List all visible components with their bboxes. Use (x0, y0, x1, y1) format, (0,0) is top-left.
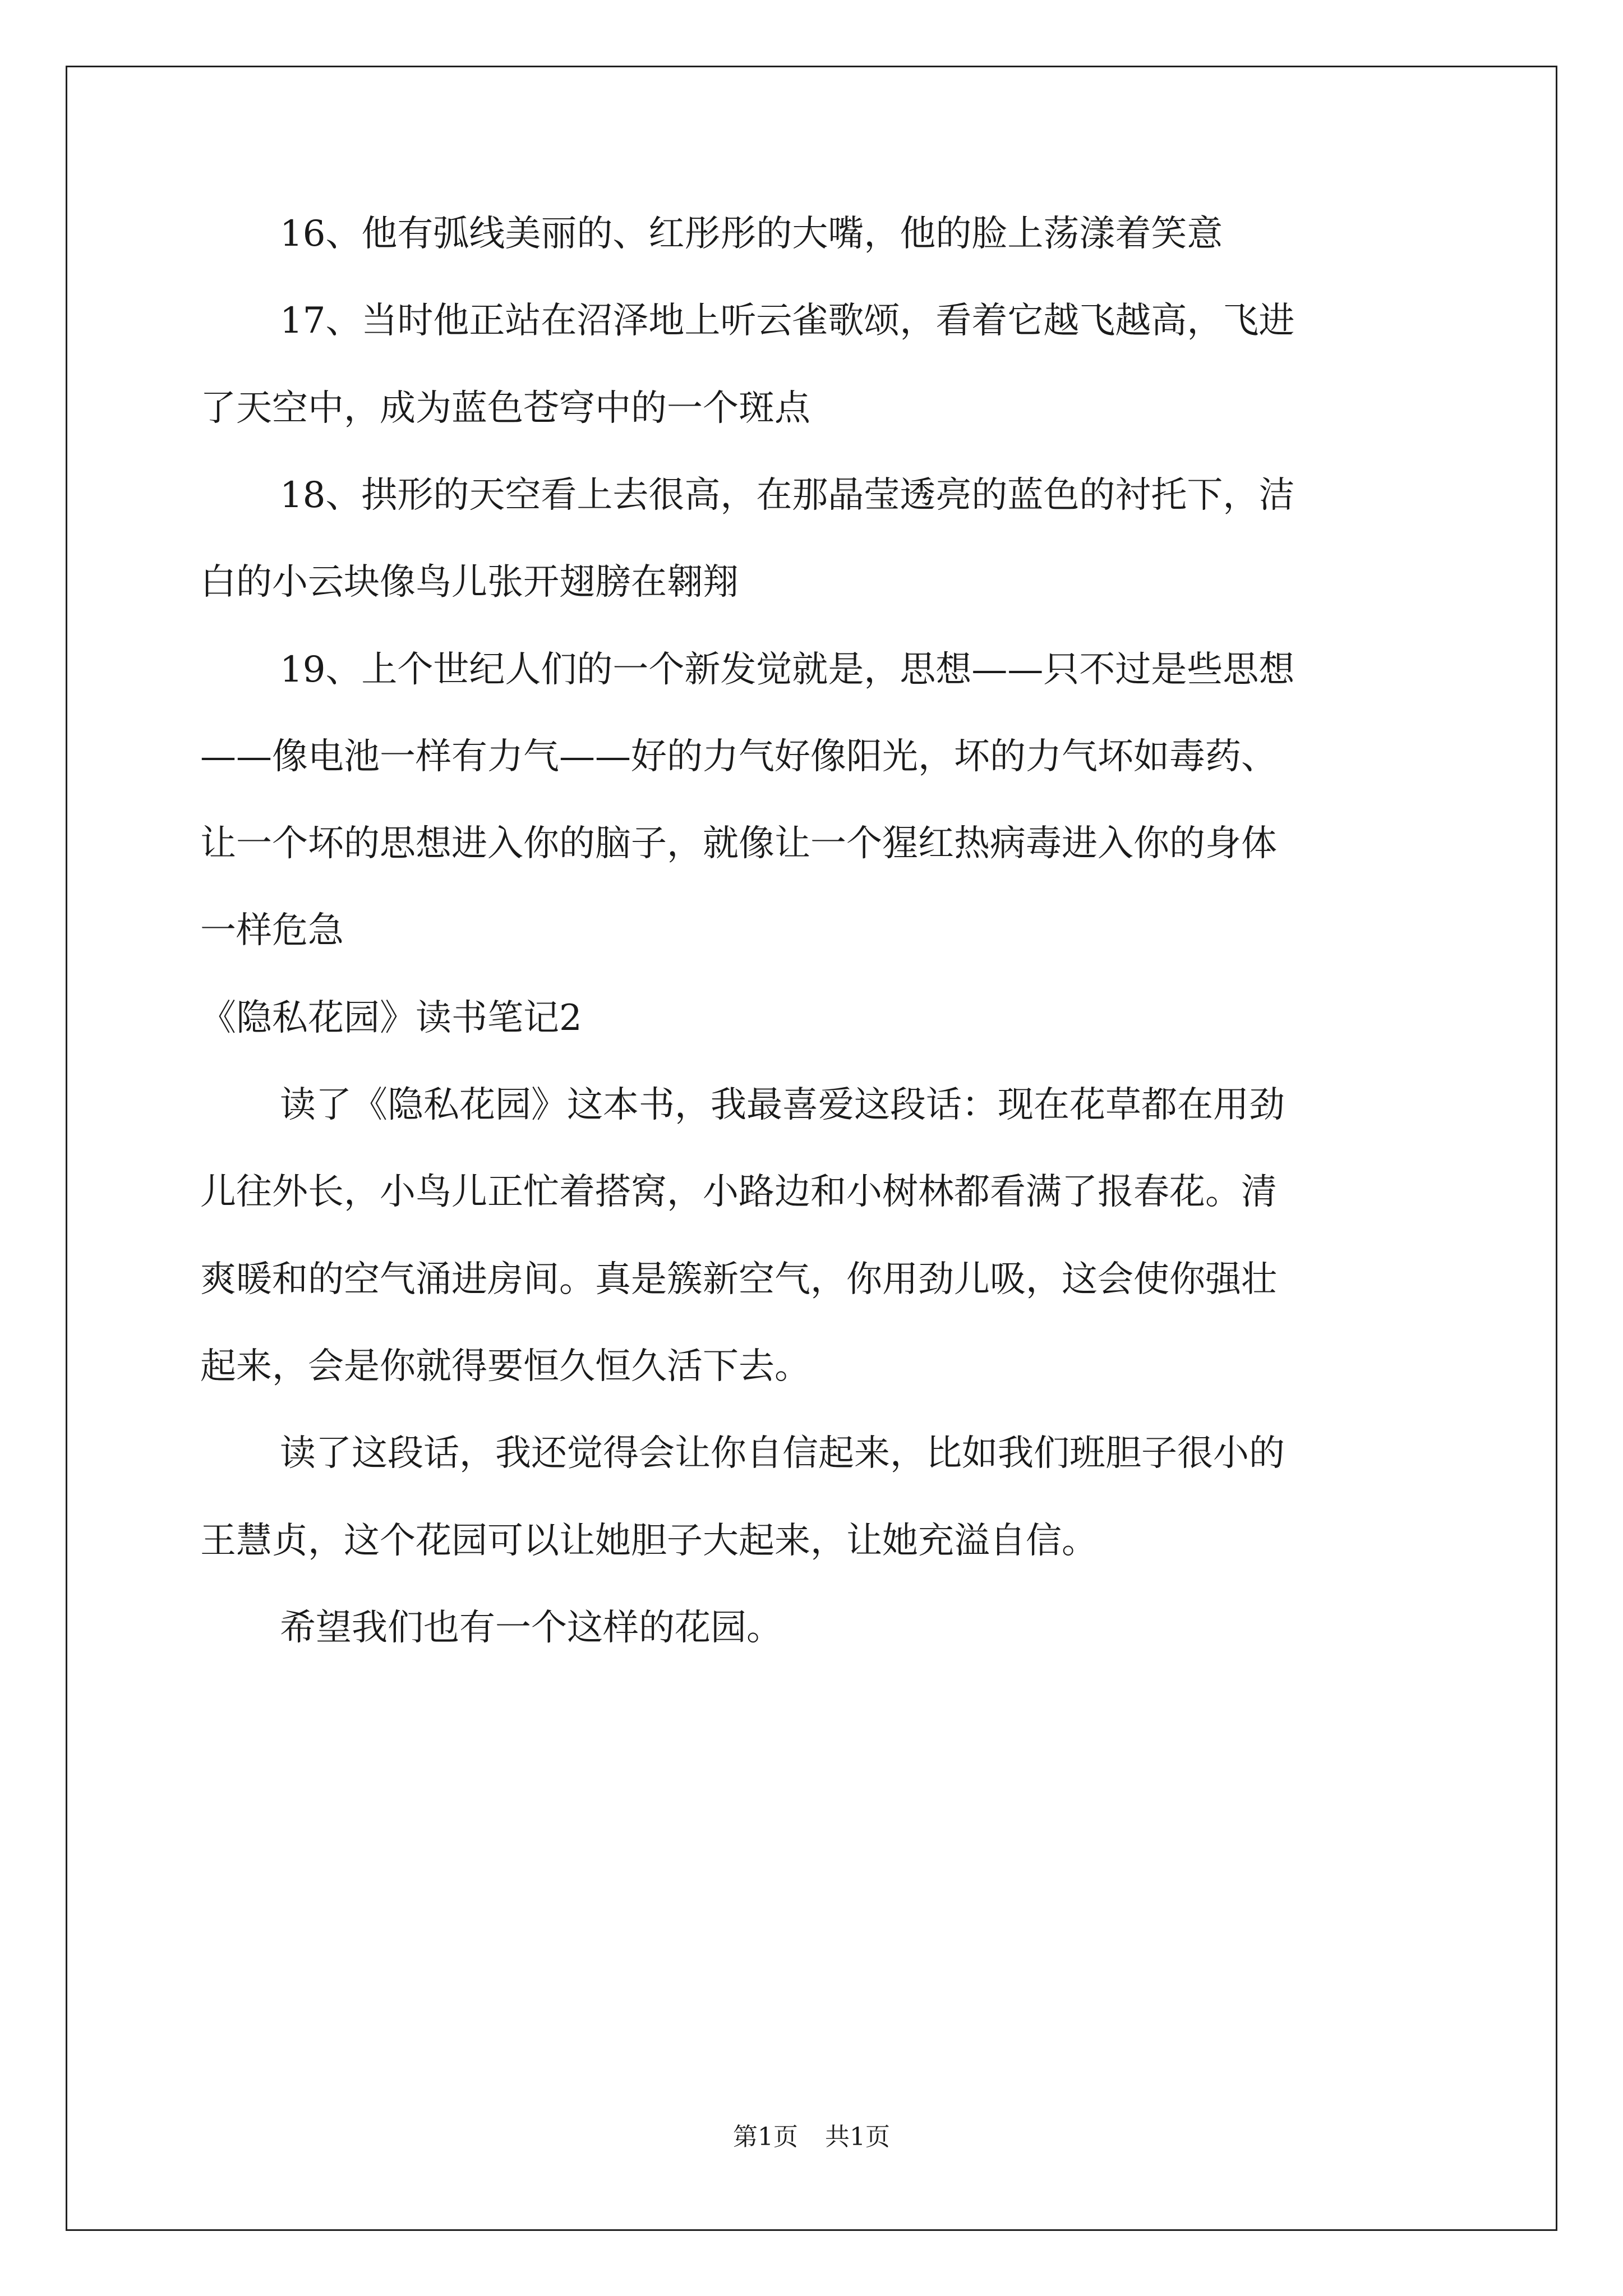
paragraph-line: 起来，会是你就得要恒久恒久活下去。 (200, 1346, 810, 1387)
paragraph-line: 读了《隐私花园》这本书，我最喜爱这段话：现在花草都在用劲 (280, 1084, 1285, 1126)
paragraph-line: 让一个坏的思想进入你的脑子，就像让一个猩红热病毒进入你的身体 (200, 823, 1277, 864)
page-total: 共1页 (825, 2123, 890, 2151)
paragraph-line: ——像电池一样有力气——好的力气好像阳光，坏的力气坏如毒药、 (200, 736, 1277, 777)
paragraph-line: 16、他有弧线美丽的、红彤彤的大嘴，他的脸上荡漾着笑意 (280, 213, 1223, 255)
paragraph-line: 一样危急 (200, 910, 344, 951)
paragraph-line: 了天空中，成为蓝色苍穹中的一个斑点 (200, 388, 810, 429)
page-footer (0, 2122, 1623, 2153)
paragraph-line: 19、上个世纪人们的一个新发觉就是，思想——只不过是些思想 (280, 649, 1295, 691)
paragraph-line: 希望我们也有一个这样的花园。 (280, 1607, 782, 1649)
paragraph-line: 白的小云块像鸟儿张开翅膀在翱翔 (200, 562, 739, 603)
paragraph-line: 儿往外长，小鸟儿正忙着搭窝，小路边和小树林都看满了报春花。清 (200, 1171, 1277, 1213)
paragraph-line: 王慧贞，这个花园可以让她胆子大起来，让她充溢自信。 (200, 1520, 1098, 1562)
paragraph-line: 18、拱形的天空看上去很高，在那晶莹透亮的蓝色的衬托下，洁 (280, 475, 1295, 516)
paragraph-line: 读了这段话，我还觉得会让你自信起来，比如我们班胆子很小的 (280, 1433, 1285, 1474)
section-heading: 《隐私花园》读书笔记2 (200, 997, 582, 1039)
paragraph-line: 17、当时他正站在沼泽地上听云雀歌颂，看着它越飞越高，飞进 (280, 300, 1295, 342)
paragraph-line: 爽暖和的空气涌进房间。真是簇新空气，你用劲儿吸，这会使你强壮 (200, 1259, 1277, 1300)
page-number: 第1页 (733, 2123, 798, 2151)
